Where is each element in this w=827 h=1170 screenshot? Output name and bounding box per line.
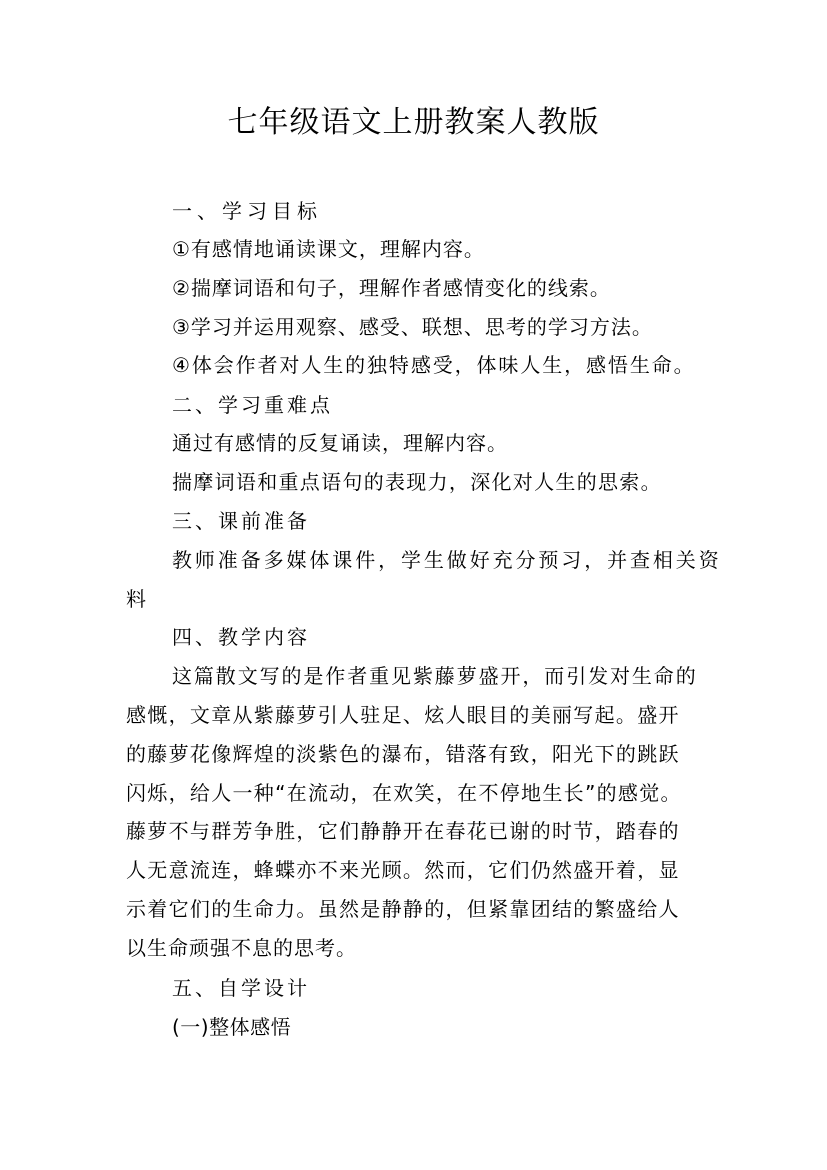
section-heading-key-points: 二、学习重难点 <box>172 393 333 417</box>
content-line-1: 这篇散文写的是作者重见紫藤萝盛开，而引发对生命的 <box>172 664 698 688</box>
goal-item-1: ①有感情地诵读课文，理解内容。 <box>172 237 485 261</box>
section-heading-learning-goals: 一、学习目标 <box>172 199 322 223</box>
key-point-1: 通过有感情的反复诵读，理解内容。 <box>172 431 508 455</box>
content-line-6: 人无意流连，蜂蝶亦不来光顾。然而，它们仍然盛开着，显 <box>126 858 680 882</box>
goal-item-3: ③学习并运用观察、感受、联想、思考的学习方法。 <box>172 315 653 339</box>
preparation-line-1: 教师准备多媒体课件，学生做好充分预习，并查相关资 <box>172 548 722 572</box>
content-line-7: 示着它们的生命力。虽然是静静的，但紧靠团结的繁盛给人 <box>126 897 680 921</box>
section-heading-preparation: 三、课前准备 <box>172 509 310 533</box>
key-point-2: 揣摩词语和重点语句的表现力，深化对人生的思索。 <box>172 470 662 494</box>
subsection-heading-overall: (一)整体感悟 <box>172 1015 292 1039</box>
goal-item-4: ④体会作者对人生的独特感受，体味人生，感悟生命。 <box>172 353 696 377</box>
document-title: 七年级语文上册教案人教版 <box>227 105 600 140</box>
content-line-8: 以生命顽强不息的思考。 <box>126 936 357 960</box>
content-line-3: 的藤萝花像辉煌的淡紫色的瀑布，错落有致，阳光下的跳跃 <box>126 742 680 766</box>
content-line-5: 藤萝不与群芳争胜，它们静静开在春花已谢的时节，踏春的 <box>126 819 680 843</box>
preparation-line-2: 料 <box>126 587 146 611</box>
section-heading-self-study: 五、自学设计 <box>172 976 310 1000</box>
section-heading-content: 四、教学内容 <box>172 625 310 649</box>
content-line-2: 感慨，文章从紫藤萝引人驻足、炫人眼目的美丽写起。盛开 <box>126 703 680 727</box>
goal-item-2: ②揣摩词语和句子，理解作者感情变化的线索。 <box>172 276 611 300</box>
content-line-4: 闪烁，给人一种“在流动，在欢笑，在不停地生长”的感觉。 <box>126 781 682 805</box>
